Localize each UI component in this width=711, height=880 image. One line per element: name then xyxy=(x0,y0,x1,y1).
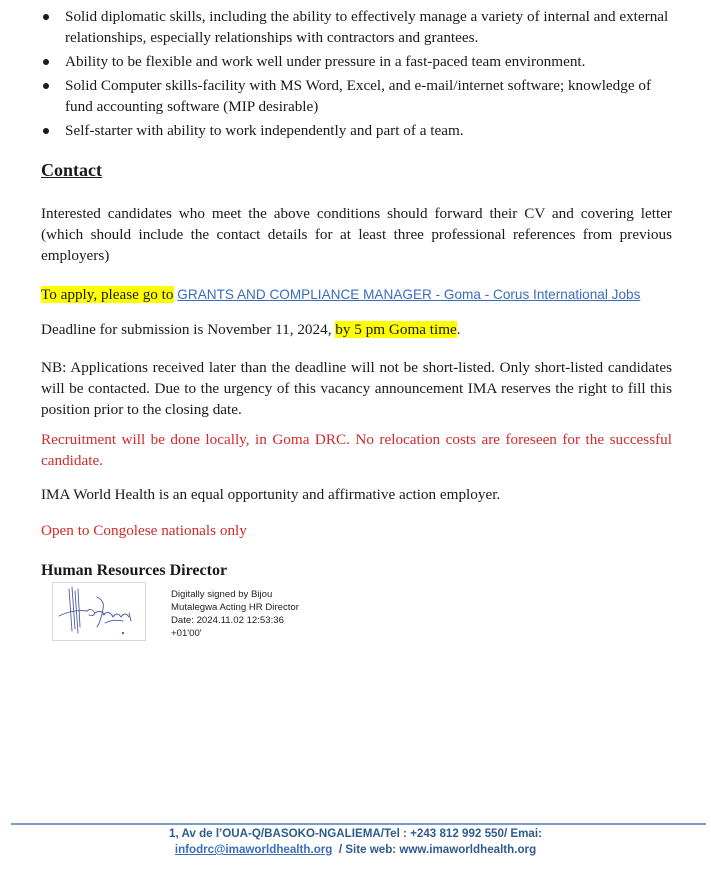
handwritten-signature-icon xyxy=(53,583,145,640)
list-item xyxy=(41,120,673,141)
bullet-icon xyxy=(43,59,49,65)
signature-image xyxy=(52,582,146,641)
footer-website: / Site web: www.imaworldhealth.org xyxy=(332,843,537,856)
apply-line xyxy=(41,284,672,305)
footer-email-link[interactable]: infodrc@imaworldhealth.org xyxy=(174,843,333,856)
apply-prefix-highlight: To apply, please go to xyxy=(41,286,174,303)
digital-signature-details xyxy=(171,588,299,640)
signature-line: Mutalegwa Acting HR Director xyxy=(171,602,299,613)
list-item-text: Ability to be flexible and work well under pressure in a fast-paced team environment. xyxy=(65,53,586,70)
nb-note: NB: Applications received later than the deadline will not be short-listed. Only short-listed candidates will be contacted. Due to the urgency of this vacancy announcement IMA reserves the right to fill this position prior to the closing date. xyxy=(41,359,672,418)
deadline-highlight: by 5 pm Goma time xyxy=(335,321,457,338)
contact-intro: Interested candidates who meet the above conditions should forward their CV and covering letter (which should include the contact details for at least three professional references from previous employers) xyxy=(41,205,672,264)
signature-date: Date: 2024.11.02 12:53:36 xyxy=(171,615,284,626)
list-item-text: Solid diplomatic skills, including the ability to effectively manage a variety of internal and external relationships, especially relationships with contractors and grantees. xyxy=(65,8,669,46)
list-item-text: Self-starter with ability to work independently and part of a team. xyxy=(65,122,464,139)
bullet-icon xyxy=(43,83,49,89)
eligibility-note: Open to Congolese nationals only xyxy=(41,522,247,539)
list-item xyxy=(41,75,673,117)
signer-title: Human Resources Director xyxy=(41,562,228,579)
deadline-line xyxy=(41,319,672,340)
footer xyxy=(0,826,711,858)
deadline-prefix: Deadline for submission is November 11, 2024, xyxy=(41,321,336,338)
contact-heading: Contact xyxy=(41,160,102,180)
recruitment-note: Recruitment will be done locally, in Goma DRC. No relocation costs are foreseen for the successful candidate. xyxy=(41,431,672,469)
deadline-suffix: . xyxy=(456,321,461,338)
list-item-text: Solid Computer skills-facility with MS Word, Excel, and e-mail/internet software; knowledge of fund accounting software (MIP desirable) xyxy=(65,77,652,115)
list-item xyxy=(41,6,673,48)
footer-address: 1, Av de l’OUA-Q/BASOKO-NGALIEMA/Tel : +243 812 992 550/ Emai: xyxy=(169,827,542,840)
bullet-icon xyxy=(43,128,49,134)
job-posting-link[interactable]: GRANTS AND COMPLIANCE MANAGER - Goma - Corus International Jobs xyxy=(177,287,641,302)
bullet-icon xyxy=(43,14,49,20)
requirements-list xyxy=(41,6,673,144)
signature-timezone: +01'00' xyxy=(171,628,202,639)
footer-divider xyxy=(11,823,706,825)
eeo-statement: IMA World Health is an equal opportunity and affirmative action employer. xyxy=(41,486,501,503)
list-item xyxy=(41,51,673,72)
footer-contact-line xyxy=(0,842,711,858)
signature-line: Digitally signed by Bijou xyxy=(171,589,273,600)
